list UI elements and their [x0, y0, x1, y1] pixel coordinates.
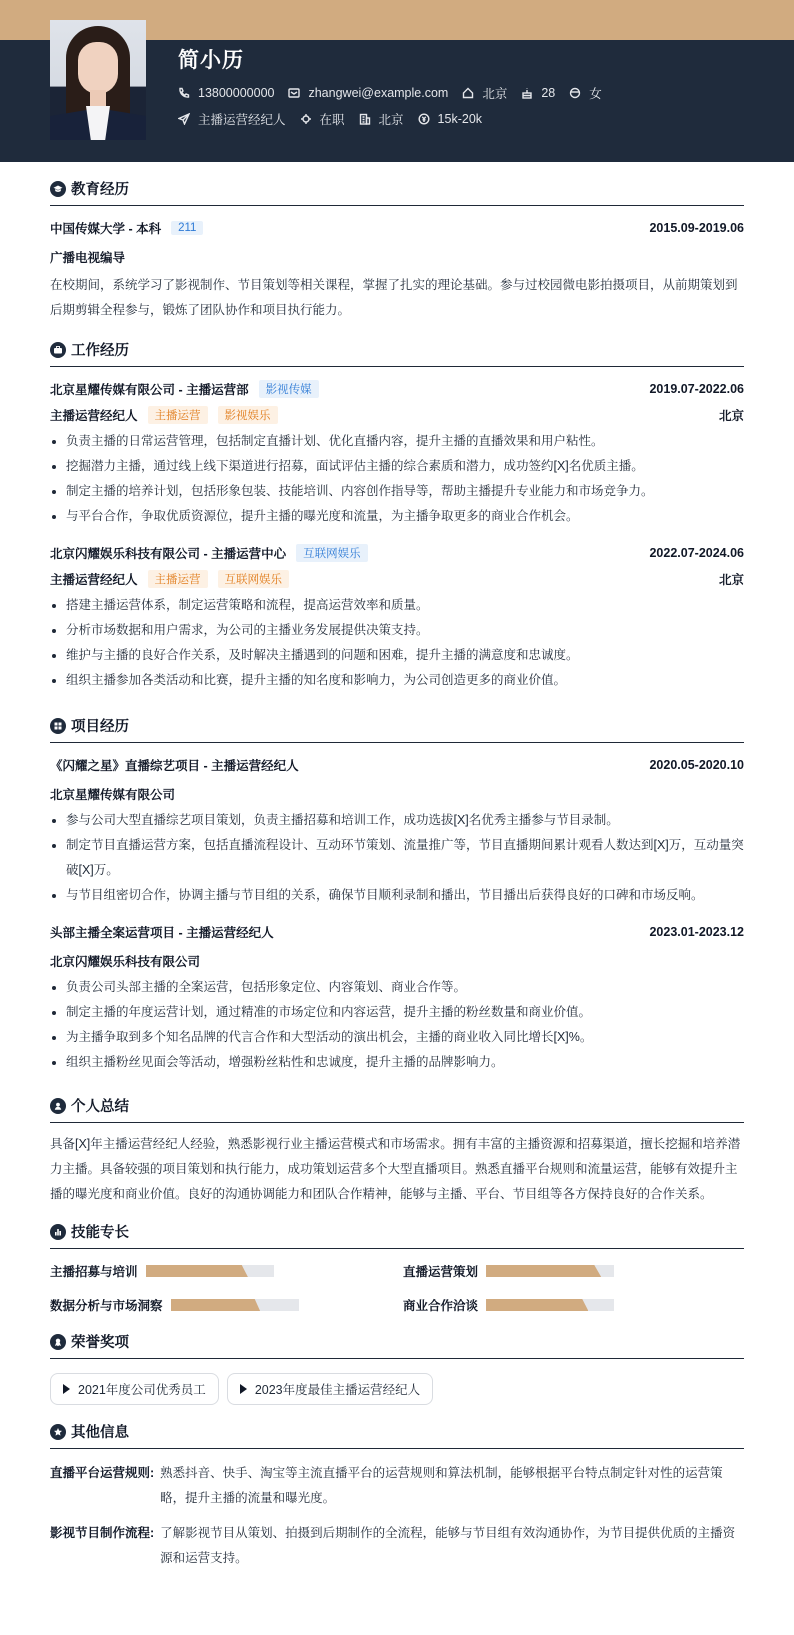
list-item: 组织主播粉丝见面会等活动，增强粉丝粘性和忠诚度，提升主播的品牌影响力。	[50, 1050, 744, 1075]
person-icon	[50, 1098, 66, 1114]
triangle-bullet-icon	[63, 1384, 70, 1394]
other-info-item	[50, 1461, 744, 1511]
list-item: 挖掘潜力主播，通过线上线下渠道进行招募，面试评估主播的综合素质和潜力，成功签约[X]名优质主播。	[50, 454, 744, 479]
star-icon	[50, 1424, 66, 1440]
list-item: 维护与主播的良好合作关系，及时解决主播遇到的问题和困难，提升主播的满意度和忠诚度。	[50, 643, 744, 668]
list-item: 与平台合作，争取优质资源位，提升主播的曝光度和流量，为主播争取更多的商业合作机会。	[50, 504, 744, 529]
job-info-row	[178, 110, 496, 128]
work-date: 2022.07-2024.06	[649, 546, 744, 560]
skill-bar	[486, 1299, 614, 1311]
industry-tag: 影视传媒	[259, 380, 319, 398]
avatar	[50, 20, 146, 140]
skill-item	[403, 1295, 756, 1315]
responsibility-list	[50, 429, 744, 529]
mail-icon	[288, 87, 300, 99]
section-header	[50, 1221, 744, 1249]
contact-row	[178, 84, 616, 102]
list-item: 分析市场数据和用户需求，为公司的主播业务发展提供决策支持。	[50, 618, 744, 643]
skills-section	[50, 1221, 744, 1315]
education-entry-header	[50, 218, 744, 238]
work-date: 2019.07-2022.06	[649, 382, 744, 396]
list-item: 搭建主播运营体系，制定运营策略和流程，提高运营效率和质量。	[50, 593, 744, 618]
location-item: 北京	[462, 84, 507, 102]
other-info-label: 直播平台运营规则:	[50, 1466, 155, 1480]
gender-icon	[569, 87, 581, 99]
list-item: 负责公司头部主播的全案运营，包括形象定位、内容策划、商业合作等。	[50, 975, 744, 1000]
project-bullet-list	[50, 975, 744, 1075]
major-row	[50, 247, 744, 267]
work-entry-header	[50, 543, 744, 563]
grid-icon	[50, 718, 66, 734]
list-item: 为主播争取到多个知名品牌的代言合作和大型活动的演出机会，主播的商业收入同比增长[X]%。	[50, 1025, 744, 1050]
skill-label: 商业合作洽谈	[403, 1299, 479, 1313]
project-name: 头部主播全案运营项目 - 主播运营经纪人	[50, 926, 274, 940]
skill-tag: 影视娱乐	[218, 406, 278, 424]
responsibility-list	[50, 593, 744, 693]
skills-grid	[50, 1261, 744, 1315]
send-icon	[178, 113, 190, 125]
honors-section	[50, 1331, 744, 1405]
other-info-text: 熟悉抖音、快手、淘宝等主流直播平台的运营规则和算法机制，能够根据平台特点制定针对性的运营策略，提升主播的流量和曝光度。	[160, 1466, 723, 1505]
project-company-row	[50, 784, 744, 804]
section-header	[50, 339, 744, 367]
company-name: 北京星耀传媒有限公司 - 主播运营部	[50, 383, 249, 397]
award-item: 2023年度最佳主播运营经纪人	[227, 1373, 433, 1405]
skill-label: 主播招募与培训	[50, 1265, 138, 1279]
salary-icon	[418, 113, 430, 125]
job-status-item: 在职	[300, 110, 345, 128]
age-item: 28	[521, 86, 555, 100]
work-entry	[50, 543, 744, 693]
status-icon	[300, 113, 312, 125]
list-item: 参与公司大型直播综艺项目策划，负责主播招募和培训工作，成功选拔[X]名优秀主播参与节目录制。	[50, 808, 744, 833]
industry-tag: 互联网娱乐	[296, 544, 368, 562]
skill-bar-fill	[146, 1265, 248, 1277]
skill-tag: 主播运营	[148, 406, 208, 424]
project-entry-header	[50, 922, 744, 942]
award-icon	[50, 1334, 66, 1350]
list-item: 制定主播的培养计划，包括形象包装、技能培训、内容创作指导等，帮助主播提升专业能力和市场竞争力。	[50, 479, 744, 504]
work-entry-header	[50, 379, 744, 399]
company-name: 北京闪耀娱乐科技有限公司 - 主播运营中心	[50, 547, 287, 561]
briefcase-icon	[50, 342, 66, 358]
section-title: 技能专长	[71, 1225, 129, 1241]
school-name: 中国传媒大学 - 本科	[50, 222, 162, 236]
awards-list	[50, 1373, 744, 1405]
section-title: 工作经历	[71, 343, 129, 359]
project-company-row	[50, 951, 744, 971]
project-entry	[50, 922, 744, 1075]
bar-chart-icon	[50, 1224, 66, 1240]
salary-item: 15k-20k	[418, 112, 482, 126]
triangle-bullet-icon	[240, 1384, 247, 1394]
project-company: 北京闪耀娱乐科技有限公司	[50, 955, 201, 969]
section-title: 教育经历	[71, 182, 129, 198]
skill-item	[403, 1261, 756, 1281]
position-row	[50, 405, 744, 425]
work-city: 北京	[718, 573, 744, 587]
target-position-item: 主播运营经纪人	[178, 110, 286, 128]
other-info-label: 影视节目制作流程:	[50, 1526, 155, 1540]
list-item: 组织主播参加各类活动和比赛，提升主播的知名度和影响力，为公司创造更多的商业价值。	[50, 668, 744, 693]
skill-label: 数据分析与市场洞察	[50, 1299, 163, 1313]
list-item: 与节目组密切合作，协调主播与节目组的关系，确保节目顺利录制和播出，节目播出后获得良好的口碑和市场反响。	[50, 883, 744, 908]
profile-header	[0, 40, 794, 162]
project-date: 2020.05-2020.10	[649, 758, 744, 772]
gender-item: 女	[569, 84, 602, 102]
project-company: 北京星耀传媒有限公司	[50, 788, 176, 802]
education-date: 2015.09-2019.06	[649, 221, 744, 235]
work-city: 北京	[718, 409, 744, 423]
section-header	[50, 1421, 744, 1449]
section-title: 项目经历	[71, 719, 129, 735]
candidate-name: 简小历	[178, 49, 244, 72]
email-item: zhangwei@example.com	[288, 86, 448, 100]
skill-bar-fill	[486, 1265, 601, 1277]
skill-label: 直播运营策划	[403, 1265, 479, 1279]
school-tag: 211	[171, 221, 203, 235]
education-section	[50, 178, 744, 323]
project-date: 2023.01-2023.12	[649, 925, 744, 939]
phone-item: 13800000000	[178, 86, 274, 100]
graduation-cap-icon	[50, 181, 66, 197]
summary-text: 具备[X]年主播运营经纪人经验，熟悉影视行业主播运营模式和市场需求。拥有丰富的主播资源和招募渠道，擅长挖掘和培养潜力主播。具备较强的项目策划和执行能力，成功策划运营多个大型直播项目。熟悉直播平台规则和流量运营，能够有效提升主播的曝光度和商业价值。良好的沟通协调能力和团队合作精神，能够与主播、平台、节目组等各方保持良好的合作关系。	[50, 1137, 741, 1201]
other-info-item	[50, 1521, 744, 1571]
other-info-text: 了解影视节目从策划、拍摄到后期制作的全流程，能够与节目组有效沟通协作，为节目提供优质的主播资源和运营支持。	[160, 1526, 736, 1565]
section-header	[50, 1095, 744, 1123]
education-description: 在校期间，系统学习了影视制作、节目策划等相关课程，掌握了扎实的理论基础。参与过校园微电影拍摄项目，从前期策划到后期剪辑全程参与，锻炼了团队协作和项目执行能力。	[50, 278, 738, 317]
section-header	[50, 715, 744, 743]
skill-tag: 主播运营	[148, 570, 208, 588]
section-title: 个人总结	[71, 1099, 129, 1115]
work-entry	[50, 379, 744, 529]
building-icon	[359, 113, 371, 125]
skill-item	[50, 1295, 403, 1315]
project-entry-header	[50, 755, 744, 775]
project-entry	[50, 755, 744, 908]
skill-bar	[486, 1265, 614, 1277]
position-row	[50, 569, 744, 589]
list-item: 制定节目直播运营方案，包括直播流程设计、互动环节策划、流量推广等，节目直播期间累计观看人数达到[X]万，互动量突破[X]万。	[50, 833, 744, 883]
cake-icon	[521, 87, 533, 99]
skill-bar	[146, 1265, 274, 1277]
project-name: 《闪耀之星》直播综艺项目 - 主播运营经纪人	[50, 759, 299, 773]
work-section	[50, 339, 744, 693]
skill-item	[50, 1261, 403, 1281]
award-item: 2021年度公司优秀员工	[50, 1373, 219, 1405]
section-header	[50, 178, 744, 206]
phone-icon	[178, 87, 190, 99]
list-item: 制定主播的年度运营计划，通过精准的市场定位和内容运营，提升主播的粉丝数量和商业价值。	[50, 1000, 744, 1025]
summary-section	[50, 1095, 744, 1207]
skill-bar	[171, 1299, 299, 1311]
skill-bar-fill	[171, 1299, 261, 1311]
skill-bar-fill	[486, 1299, 588, 1311]
skill-tag: 互联网娱乐	[218, 570, 290, 588]
list-item: 负责主播的日常运营管理，包括制定直播计划、优化直播内容，提升主播的直播效果和用户粘性。	[50, 429, 744, 454]
project-bullet-list	[50, 808, 744, 908]
section-header	[50, 1331, 744, 1359]
position: 主播运营经纪人	[50, 409, 138, 423]
section-title: 荣誉奖项	[71, 1335, 129, 1351]
position: 主播运营经纪人	[50, 573, 138, 587]
section-title: 其他信息	[71, 1425, 129, 1441]
other-section	[50, 1421, 744, 1571]
home-icon	[462, 87, 474, 99]
major: 广播电视编导	[50, 251, 126, 265]
target-city-item: 北京	[359, 110, 404, 128]
projects-section	[50, 715, 744, 1075]
